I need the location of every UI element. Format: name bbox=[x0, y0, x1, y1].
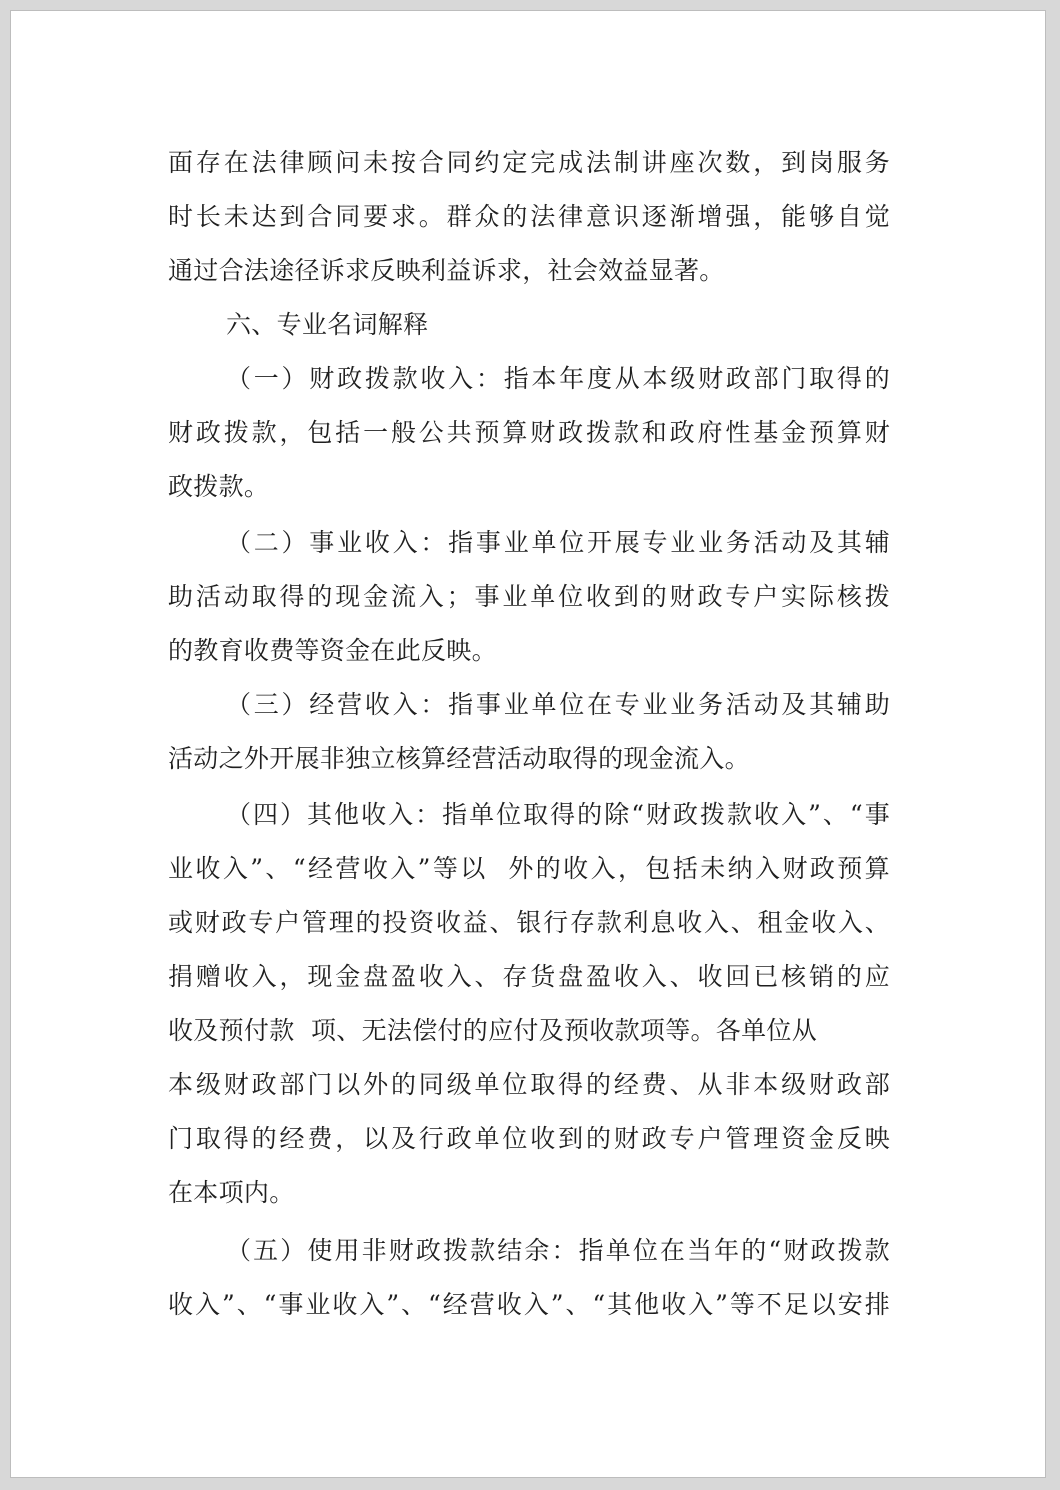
paragraph-line: 在本项内。 bbox=[168, 1178, 295, 1207]
paragraph-line: 收及预付款 项、无法偿付的应付及预收款项等。各单位从 bbox=[168, 1016, 817, 1045]
paragraph-line: 时长未达到合同要求。群众的法律意识逐渐增强，能够自觉 bbox=[168, 202, 890, 231]
section-heading: 六、专业名词解释 bbox=[226, 310, 429, 339]
paragraph-line: （二）事业收入：指事业单位开展专业业务活动及其辅 bbox=[226, 528, 890, 557]
paragraph-line: 门取得的经费，以及行政单位收到的财政专户管理资金反映 bbox=[168, 1124, 890, 1153]
paragraph-line: 捐赠收入，现金盘盈收入、存货盘盈收入、收回已核销的应 bbox=[168, 962, 890, 991]
paragraph-line: （一）财政拨款收入：指本年度从本级财政部门取得的 bbox=[226, 364, 890, 393]
paragraph-line: 或财政专户管理的投资收益、银行存款利息收入、租金收入、 bbox=[168, 908, 890, 937]
paragraph-line: 业收入”、“经营收入”等以 外的收入，包括未纳入财政预算 bbox=[168, 854, 890, 883]
paragraph-line: 通过合法途径诉求反映利益诉求，社会效益显著。 bbox=[168, 256, 725, 285]
paragraph-line: 财政拨款，包括一般公共预算财政拨款和政府性基金预算财 bbox=[168, 418, 890, 447]
paragraph-line: 收入”、“事业收入”、“经营收入”、“其他收入”等不足以安排 bbox=[168, 1290, 890, 1319]
paragraph-line: （三）经营收入：指事业单位在专业业务活动及其辅助 bbox=[226, 690, 890, 719]
paragraph-line: 助活动取得的现金流入；事业单位收到的财政专户实际核拨 bbox=[168, 582, 890, 611]
paragraph-line: 面存在法律顾问未按合同约定完成法制讲座次数，到岗服务 bbox=[168, 148, 890, 177]
paragraph-line: 政拨款。 bbox=[168, 472, 270, 501]
paragraph-line: （四）其他收入：指单位取得的除“财政拨款收入”、“事 bbox=[226, 800, 890, 829]
paragraph-line: 本级财政部门以外的同级单位取得的经费、从非本级财政部 bbox=[168, 1070, 890, 1099]
paragraph-line: 活动之外开展非独立核算经营活动取得的现金流入。 bbox=[168, 744, 750, 773]
paragraph-line: 的教育收费等资金在此反映。 bbox=[168, 636, 497, 665]
paragraph-line: （五）使用非财政拨款结余：指单位在当年的“财政拨款 bbox=[226, 1236, 890, 1265]
